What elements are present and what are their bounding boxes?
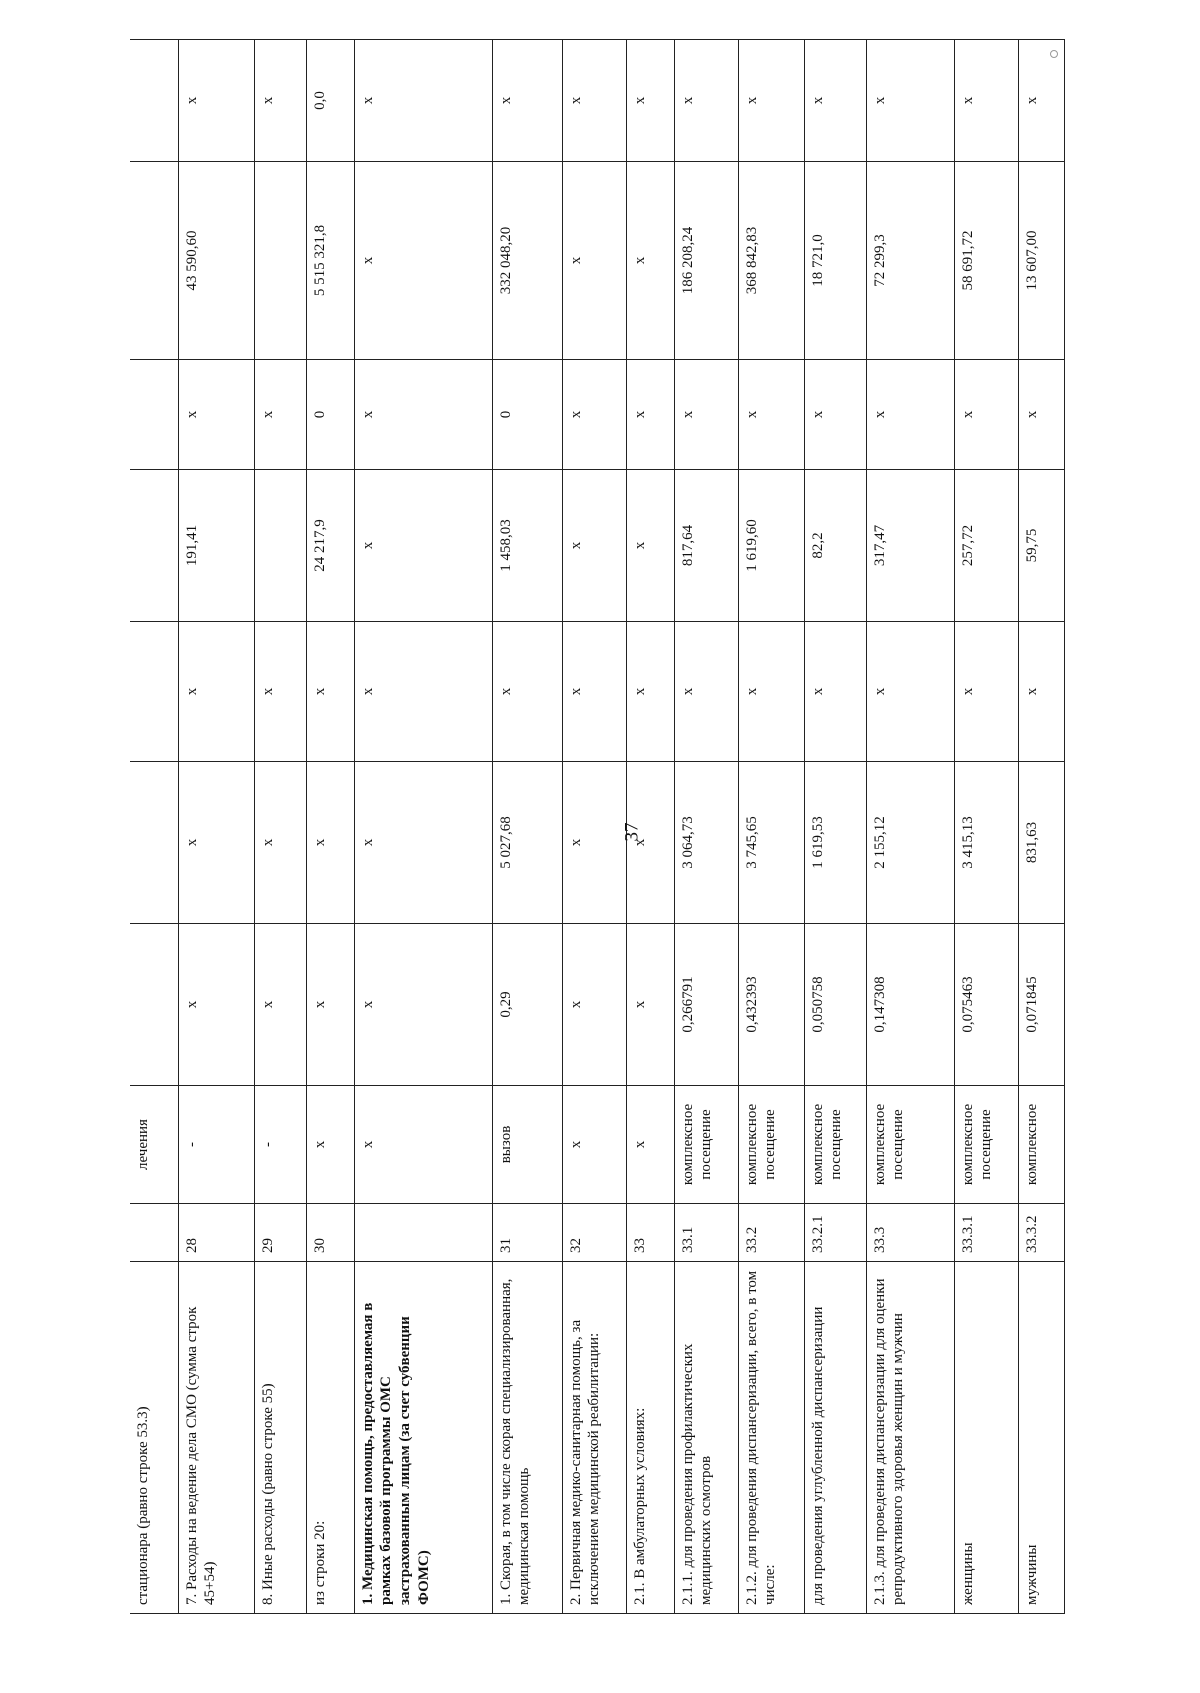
- table-row: [354, 40, 492, 1614]
- value-cell: 257,72: [954, 470, 1018, 622]
- value-cell: х: [254, 360, 306, 470]
- value-cell: х: [178, 762, 254, 924]
- value-cell: 33.1: [674, 1204, 738, 1262]
- value-cell: 28: [178, 1204, 254, 1262]
- value-cell: 72 299,3: [866, 162, 954, 360]
- value-cell: х: [178, 622, 254, 762]
- table-row: [178, 40, 254, 1614]
- table-body: [130, 40, 1064, 1614]
- value-cell: х: [804, 40, 866, 162]
- value-cell: х: [562, 360, 626, 470]
- value-cell: х: [1018, 360, 1064, 470]
- value-cell: лечения: [130, 1086, 178, 1204]
- row-label-cell: женщины: [954, 1262, 1018, 1614]
- value-cell: х: [866, 622, 954, 762]
- value-cell: х: [562, 924, 626, 1086]
- value-cell: 2 155,12: [866, 762, 954, 924]
- value-cell: 0,29: [492, 924, 562, 1086]
- value-cell: 33.2: [738, 1204, 804, 1262]
- row-label-cell: 2.1.3. для проведения диспансеризации для оценки репродуктивного здоровья женщин и мужчин: [866, 1262, 954, 1614]
- value-cell: 0,075463: [954, 924, 1018, 1086]
- value-cell: 32: [562, 1204, 626, 1262]
- value-cell: 33.2.1: [804, 1204, 866, 1262]
- value-cell: х: [674, 360, 738, 470]
- value-cell: 186 208,24: [674, 162, 738, 360]
- value-cell: х: [674, 622, 738, 762]
- value-cell: х: [562, 762, 626, 924]
- value-cell: х: [626, 162, 674, 360]
- value-cell: х: [178, 40, 254, 162]
- table-row: [866, 40, 954, 1614]
- page-number: 37: [621, 822, 642, 842]
- value-cell: х: [178, 924, 254, 1086]
- value-cell: 1 458,03: [492, 470, 562, 622]
- value-cell: 82,2: [804, 470, 866, 622]
- row-label-cell: 1. Медицинская помощь, предоставляемая в рамках базовой программы ОМС застрахованным лицам (за счет субвенции ФОМС): [354, 1262, 492, 1614]
- table-row: [1018, 40, 1064, 1614]
- value-cell: х: [738, 622, 804, 762]
- value-cell: 3 745,65: [738, 762, 804, 924]
- value-cell: [354, 1204, 492, 1262]
- value-cell: х: [562, 162, 626, 360]
- value-cell: 0,0: [306, 40, 354, 162]
- row-label-cell: мужчины: [1018, 1262, 1064, 1614]
- value-cell: х: [804, 360, 866, 470]
- row-label-cell: 8. Иные расходы (равно строке 55): [254, 1262, 306, 1614]
- value-cell: х: [954, 622, 1018, 762]
- row-label-cell: стационара (равно строке 53.3): [130, 1262, 178, 1614]
- value-cell: 0,432393: [738, 924, 804, 1086]
- value-cell: [130, 622, 178, 762]
- value-cell: х: [738, 40, 804, 162]
- value-cell: 0,266791: [674, 924, 738, 1086]
- value-cell: 43 590,60: [178, 162, 254, 360]
- value-cell: [130, 162, 178, 360]
- value-cell: х: [626, 40, 674, 162]
- value-cell: х: [674, 40, 738, 162]
- value-cell: 317,47: [866, 470, 954, 622]
- value-cell: 1 619,60: [738, 470, 804, 622]
- value-cell: 13 607,00: [1018, 162, 1064, 360]
- row-label-cell: 2.1. В амбулаторных условиях:: [626, 1262, 674, 1614]
- value-cell: х: [354, 924, 492, 1086]
- value-cell: х: [626, 1086, 674, 1204]
- value-cell: х: [354, 762, 492, 924]
- row-label-cell: для проведения углубленной диспансеризации: [804, 1262, 866, 1614]
- value-cell: х: [1018, 622, 1064, 762]
- value-cell: 5 515 321,8: [306, 162, 354, 360]
- row-label-cell: 2.1.1. для проведения профилактических медицинских осмотров: [674, 1262, 738, 1614]
- value-cell: [130, 40, 178, 162]
- value-cell: 18 721,0: [804, 162, 866, 360]
- value-cell: 24 217,9: [306, 470, 354, 622]
- value-cell: 59,75: [1018, 470, 1064, 622]
- value-cell: [130, 360, 178, 470]
- value-cell: х: [354, 622, 492, 762]
- value-cell: 332 048,20: [492, 162, 562, 360]
- table-row: [492, 40, 562, 1614]
- value-cell: 3 415,13: [954, 762, 1018, 924]
- value-cell: 30: [306, 1204, 354, 1262]
- table-row: [804, 40, 866, 1614]
- value-cell: 0: [492, 360, 562, 470]
- table-row: [130, 40, 178, 1614]
- value-cell: х: [354, 1086, 492, 1204]
- value-cell: [254, 162, 306, 360]
- value-cell: 0,071845: [1018, 924, 1064, 1086]
- value-cell: [254, 470, 306, 622]
- value-cell: х: [866, 40, 954, 162]
- value-cell: х: [626, 360, 674, 470]
- row-label-cell: 1. Скорая, в том числе скорая специализированная, медицинская помощь: [492, 1262, 562, 1614]
- value-cell: 33.3: [866, 1204, 954, 1262]
- value-cell: комплексное посещение: [738, 1086, 804, 1204]
- value-cell: 33.3.2: [1018, 1204, 1064, 1262]
- table-row: [674, 40, 738, 1614]
- value-cell: комплексное посещение: [954, 1086, 1018, 1204]
- value-cell: 5 027,68: [492, 762, 562, 924]
- value-cell: 31: [492, 1204, 562, 1262]
- value-cell: [130, 470, 178, 622]
- value-cell: 3 064,73: [674, 762, 738, 924]
- value-cell: [130, 924, 178, 1086]
- table-row: [254, 40, 306, 1614]
- row-label-cell: из строки 20:: [306, 1262, 354, 1614]
- budget-table: [130, 39, 1065, 1614]
- value-cell: х: [354, 162, 492, 360]
- value-cell: комплексное посещение: [804, 1086, 866, 1204]
- value-cell: х: [562, 470, 626, 622]
- value-cell: 0: [306, 360, 354, 470]
- value-cell: х: [254, 924, 306, 1086]
- value-cell: вызов: [492, 1086, 562, 1204]
- value-cell: [130, 1204, 178, 1262]
- value-cell: х: [306, 622, 354, 762]
- value-cell: х: [626, 924, 674, 1086]
- value-cell: комплексное посещение: [866, 1086, 954, 1204]
- value-cell: 33.3.1: [954, 1204, 1018, 1262]
- table-row: [738, 40, 804, 1614]
- value-cell: х: [492, 40, 562, 162]
- value-cell: х: [254, 622, 306, 762]
- value-cell: х: [562, 622, 626, 762]
- value-cell: х: [306, 762, 354, 924]
- value-cell: х: [626, 762, 674, 924]
- value-cell: х: [354, 360, 492, 470]
- row-label-cell: 2. Первичная медико-санитарная помощь, за исключением медицинской реабилитации:: [562, 1262, 626, 1614]
- value-cell: х: [866, 360, 954, 470]
- table-row: [954, 40, 1018, 1614]
- value-cell: 191,41: [178, 470, 254, 622]
- value-cell: х: [954, 360, 1018, 470]
- value-cell: х: [178, 360, 254, 470]
- value-cell: 368 842,83: [738, 162, 804, 360]
- value-cell: 817,64: [674, 470, 738, 622]
- value-cell: 0,050758: [804, 924, 866, 1086]
- value-cell: комплексное: [1018, 1086, 1064, 1204]
- value-cell: х: [306, 1086, 354, 1204]
- rotated-table-container: [130, 40, 1042, 1614]
- value-cell: -: [254, 1086, 306, 1204]
- value-cell: х: [354, 470, 492, 622]
- value-cell: комплексное посещение: [674, 1086, 738, 1204]
- value-cell: 33: [626, 1204, 674, 1262]
- value-cell: [130, 762, 178, 924]
- value-cell: 1 619,53: [804, 762, 866, 924]
- value-cell: х: [492, 622, 562, 762]
- value-cell: -: [178, 1086, 254, 1204]
- value-cell: х: [626, 622, 674, 762]
- row-label-cell: 7. Расходы на ведение дела СМО (сумма строк 45+54): [178, 1262, 254, 1614]
- scan-mark: [1050, 50, 1058, 58]
- value-cell: х: [254, 40, 306, 162]
- value-cell: х: [1018, 40, 1064, 162]
- value-cell: х: [804, 622, 866, 762]
- value-cell: х: [738, 360, 804, 470]
- value-cell: х: [562, 40, 626, 162]
- value-cell: х: [306, 924, 354, 1086]
- value-cell: х: [562, 1086, 626, 1204]
- value-cell: 0,147308: [866, 924, 954, 1086]
- value-cell: 58 691,72: [954, 162, 1018, 360]
- value-cell: х: [954, 40, 1018, 162]
- value-cell: 29: [254, 1204, 306, 1262]
- value-cell: х: [254, 762, 306, 924]
- table-row: [306, 40, 354, 1614]
- row-label-cell: 2.1.2. для проведения диспансеризации, всего, в том числе:: [738, 1262, 804, 1614]
- value-cell: х: [354, 40, 492, 162]
- value-cell: 831,63: [1018, 762, 1064, 924]
- value-cell: х: [626, 470, 674, 622]
